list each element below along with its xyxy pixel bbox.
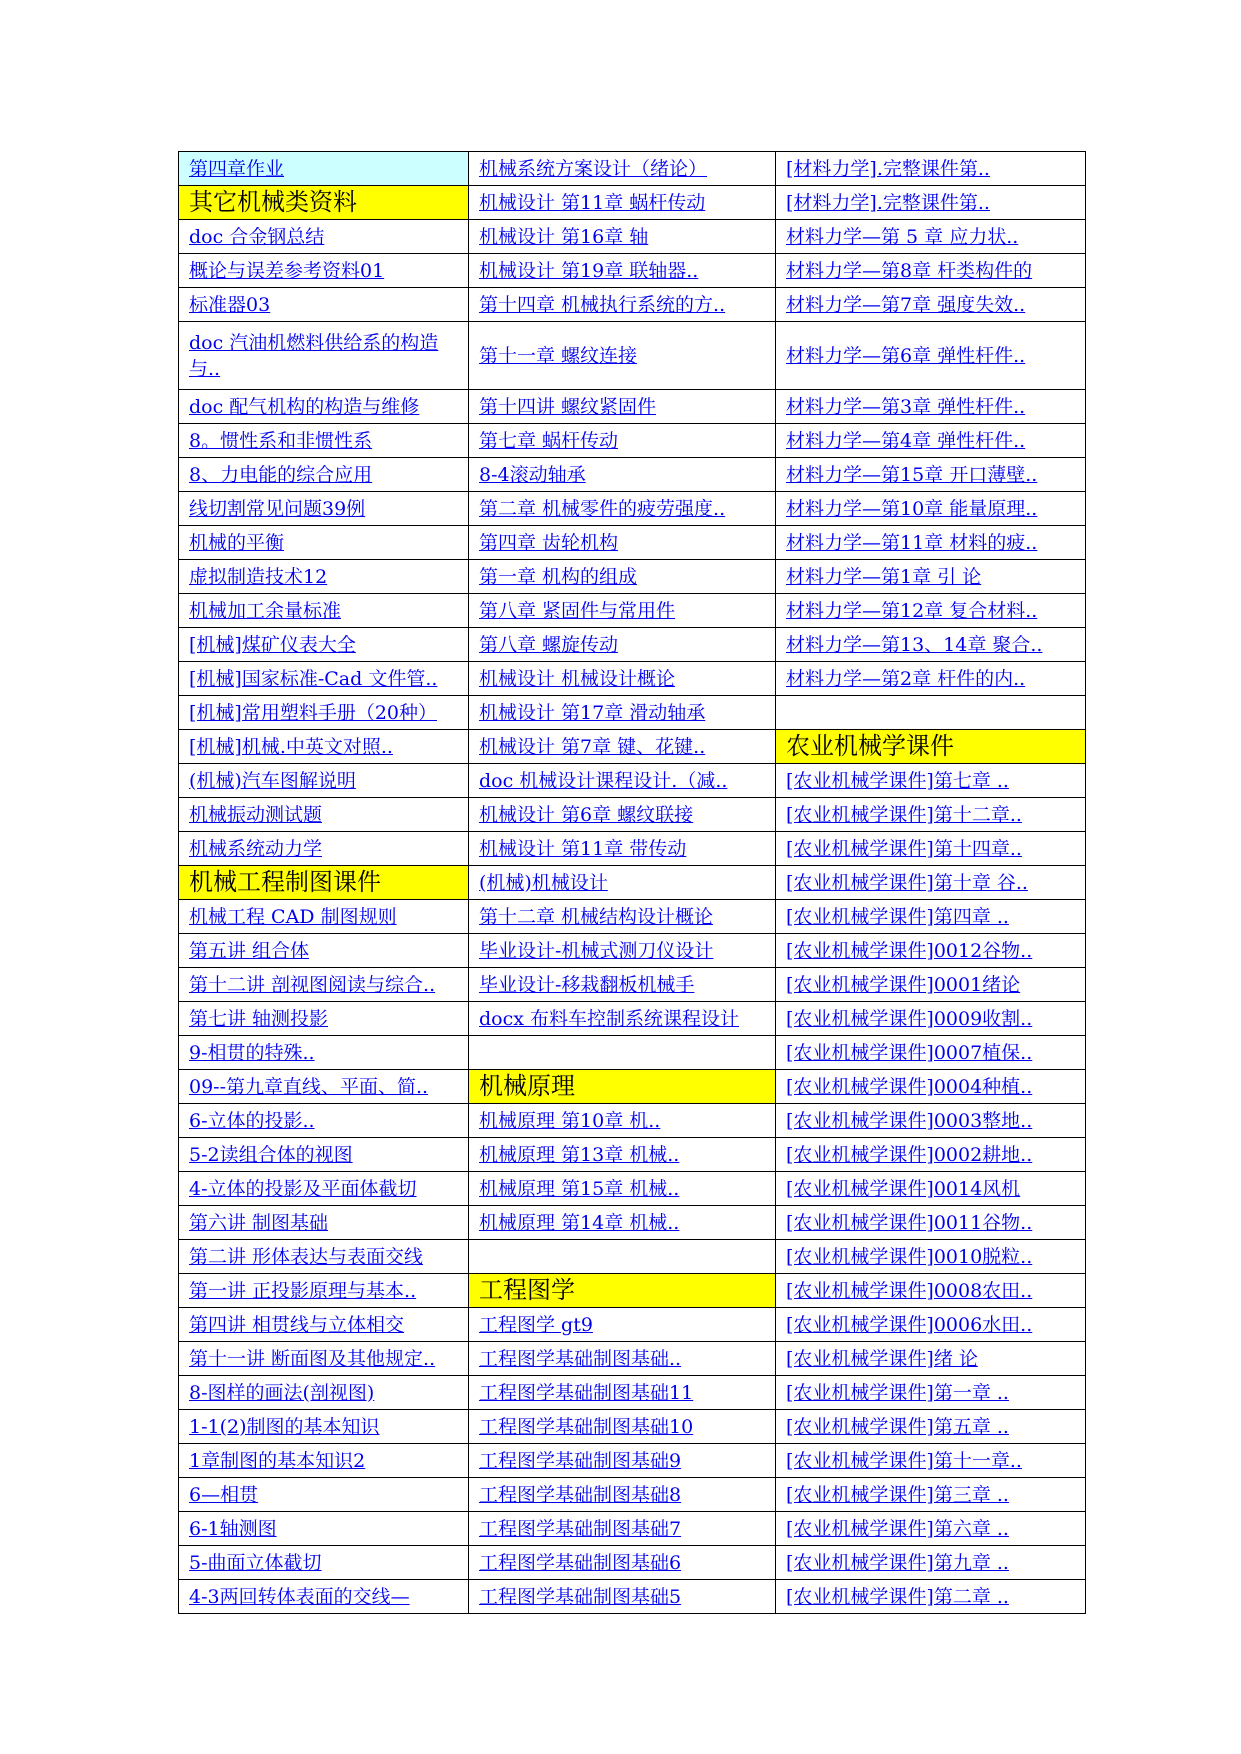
table-cell <box>179 832 469 866</box>
resource-link[interactable]: [农业机械学课件]第十二章.. <box>786 803 1022 826</box>
resource-link[interactable]: docx 布料车控制系统课程设计 <box>479 1007 739 1030</box>
table-cell <box>469 798 776 832</box>
resource-link[interactable]: [农业机械学课件]0009收割.. <box>786 1007 1033 1030</box>
table-row <box>179 1410 1086 1444</box>
resource-link[interactable]: 机械原理 第15章 机械.. <box>479 1177 680 1200</box>
resource-link[interactable]: [农业机械学课件]第二章 .. <box>786 1585 1009 1608</box>
resource-link[interactable]: 机械设计 第16章 轴 <box>479 225 649 248</box>
resource-link[interactable]: 第一章 机构的组成 <box>479 565 638 588</box>
table-cell <box>179 798 469 832</box>
resource-link[interactable]: 第八章 螺旋传动 <box>479 633 619 656</box>
table-row <box>179 968 1086 1002</box>
resource-link[interactable]: 材料力学—第2章 杆件的内.. <box>786 667 1026 690</box>
table-row <box>179 492 1086 526</box>
resource-link[interactable]: 材料力学—第7章 强度失效.. <box>786 293 1026 316</box>
resource-link[interactable]: 毕业设计-机械式测刀仪设计 <box>479 939 714 962</box>
table-cell <box>469 288 776 322</box>
resource-link[interactable]: 8。惯性系和非惯性系 <box>189 429 373 452</box>
resource-link[interactable]: 机械系统方案设计（绪论） <box>479 157 708 180</box>
resource-link[interactable]: [机械]煤矿仪表大全 <box>189 633 356 656</box>
table-row <box>179 186 1086 220</box>
table-cell <box>469 1104 776 1138</box>
table-row <box>179 832 1086 866</box>
table-cell <box>469 832 776 866</box>
table-cell <box>469 560 776 594</box>
table-cell <box>179 764 469 798</box>
table-cell <box>776 322 1086 390</box>
table-cell <box>469 322 776 390</box>
table-cell <box>776 832 1086 866</box>
resource-link[interactable]: [材料力学].完整课件第.. <box>786 191 990 214</box>
resource-link[interactable]: [农业机械学课件]第六章 .. <box>786 1517 1009 1540</box>
resource-link[interactable]: 4-立体的投影及平面体截切 <box>189 1177 417 1200</box>
table-cell <box>179 186 469 220</box>
table-row <box>179 628 1086 662</box>
table-cell <box>179 730 469 764</box>
table-cell <box>776 254 1086 288</box>
resource-link[interactable]: 机械设计 机械设计概论 <box>479 667 676 690</box>
resource-link[interactable]: [农业机械学课件]0014风机 <box>786 1177 1021 1200</box>
table-row <box>179 1002 1086 1036</box>
resource-link[interactable]: 6-立体的投影.. <box>189 1109 315 1132</box>
resource-link[interactable]: 5-2读组合体的视图 <box>189 1143 353 1166</box>
table-cell <box>776 288 1086 322</box>
table-cell <box>776 1308 1086 1342</box>
resource-link[interactable]: 机械设计 第17章 滑动轴承 <box>479 701 706 724</box>
table-cell <box>776 560 1086 594</box>
resource-link[interactable]: 材料力学—第8章 杆类构件的 <box>786 259 1033 282</box>
table-cell <box>469 458 776 492</box>
table-row <box>179 1138 1086 1172</box>
table-cell <box>776 1172 1086 1206</box>
table-row <box>179 1342 1086 1376</box>
resource-link[interactable]: 第二讲 形体表达与表面交线 <box>189 1245 424 1268</box>
resource-link[interactable]: 8-图样的画法(剖视图) <box>189 1381 375 1404</box>
resource-link[interactable]: [农业机械学课件]第一章 .. <box>786 1381 1009 1404</box>
section-heading: 其它机械类资料 <box>189 187 357 216</box>
table-row <box>179 1376 1086 1410</box>
table-row <box>179 254 1086 288</box>
table-cell <box>776 1070 1086 1104</box>
table-cell <box>776 220 1086 254</box>
table-cell <box>469 254 776 288</box>
table-cell <box>469 1546 776 1580</box>
table-cell <box>469 1138 776 1172</box>
table-cell <box>776 1240 1086 1274</box>
resource-link[interactable]: [机械]机械.中英文对照.. <box>189 735 393 758</box>
table-cell <box>776 1478 1086 1512</box>
resource-link[interactable]: 9-相贯的特殊.. <box>189 1041 315 1064</box>
resource-link[interactable]: 第五讲 组合体 <box>189 939 310 962</box>
table-row <box>179 934 1086 968</box>
resource-link[interactable]: 工程图学基础制图基础6 <box>479 1551 682 1574</box>
table-cell <box>469 866 776 900</box>
table-cell <box>179 1274 469 1308</box>
table-row <box>179 1546 1086 1580</box>
table-row <box>179 764 1086 798</box>
resource-link[interactable]: 工程图学基础制图基础7 <box>479 1517 682 1540</box>
table-cell <box>776 1444 1086 1478</box>
table-row <box>179 1444 1086 1478</box>
resource-link[interactable]: 第四讲 相贯线与立体相交 <box>189 1313 405 1336</box>
resource-link[interactable]: 材料力学—第12章 复合材料.. <box>786 599 1038 622</box>
resource-link[interactable]: 机械设计 第7章 键、花键.. <box>479 735 706 758</box>
resource-link[interactable]: 工程图学基础制图基础9 <box>479 1449 682 1472</box>
table-cell <box>179 1104 469 1138</box>
resource-link[interactable]: 线切割常见问题39例 <box>189 497 366 520</box>
resource-link[interactable]: 机械设计 第6章 螺纹联接 <box>479 803 694 826</box>
table-cell <box>179 1308 469 1342</box>
table-cell <box>179 1070 469 1104</box>
table-cell <box>776 1274 1086 1308</box>
resource-link[interactable]: 材料力学—第3章 弹性杆件.. <box>786 395 1026 418</box>
table-cell <box>469 1410 776 1444</box>
table-row <box>179 152 1086 186</box>
table-cell <box>179 866 469 900</box>
resource-link[interactable]: 机械设计 第11章 蜗杆传动 <box>479 191 706 214</box>
resource-link[interactable]: 工程图学基础制图基础8 <box>479 1483 682 1506</box>
table-row <box>179 322 1086 390</box>
resource-link[interactable]: 6-1轴测图 <box>189 1517 277 1540</box>
table-cell <box>179 458 469 492</box>
resource-link[interactable]: (机械)汽车图解说明 <box>189 769 356 792</box>
resource-link[interactable]: 第十四章 机械执行系统的方.. <box>479 293 726 316</box>
table-cell <box>776 186 1086 220</box>
resource-link[interactable]: 材料力学—第15章 开口薄壁.. <box>786 463 1038 486</box>
table-row <box>179 594 1086 628</box>
table-row <box>179 866 1086 900</box>
table-cell <box>469 1070 776 1104</box>
resource-link[interactable]: [农业机械学课件]绪 论 <box>786 1347 978 1370</box>
resource-link[interactable]: 机械原理 第14章 机械.. <box>479 1211 680 1234</box>
table-cell <box>469 1274 776 1308</box>
table-row <box>179 1172 1086 1206</box>
table-row <box>179 1070 1086 1104</box>
resource-link[interactable]: 材料力学—第6章 弹性杆件.. <box>786 344 1026 367</box>
resource-link[interactable]: 8、力电能的综合应用 <box>189 463 373 486</box>
table-cell <box>179 1138 469 1172</box>
table-cell <box>469 594 776 628</box>
table-cell <box>776 1002 1086 1036</box>
resource-link[interactable]: [农业机械学课件]第十四章.. <box>786 837 1022 860</box>
resource-link[interactable]: [农业机械学课件]0003整地.. <box>786 1109 1033 1132</box>
resource-link[interactable]: 第六讲 制图基础 <box>189 1211 329 1234</box>
table-row <box>179 1580 1086 1614</box>
resource-link[interactable]: 材料力学—第10章 能量原理.. <box>786 497 1038 520</box>
resource-link[interactable]: 1-1(2)制图的基本知识 <box>189 1415 380 1438</box>
table-cell <box>469 662 776 696</box>
table-row <box>179 458 1086 492</box>
resource-link[interactable]: [农业机械学课件]第九章 .. <box>786 1551 1009 1574</box>
table-cell <box>776 798 1086 832</box>
table-row <box>179 1206 1086 1240</box>
table-row <box>179 1104 1086 1138</box>
resource-link[interactable]: 6—相贯 <box>189 1483 259 1506</box>
section-heading: 工程图学 <box>479 1275 575 1304</box>
table-row <box>179 220 1086 254</box>
resource-link[interactable]: [农业机械学课件]第七章 .. <box>786 769 1009 792</box>
table-cell <box>469 186 776 220</box>
table-cell <box>179 322 469 390</box>
table-cell <box>776 458 1086 492</box>
table-cell <box>776 424 1086 458</box>
resource-link[interactable]: 工程图学基础制图基础.. <box>479 1347 682 1370</box>
resource-link[interactable]: (机械)机械设计 <box>479 871 608 894</box>
resource-link[interactable]: [农业机械学课件]0010脱粒.. <box>786 1245 1033 1268</box>
table-cell <box>469 424 776 458</box>
section-heading: 农业机械学课件 <box>786 731 954 760</box>
table-cell <box>179 1546 469 1580</box>
table-cell <box>776 730 1086 764</box>
resource-link[interactable]: 第十二章 机械结构设计概论 <box>479 905 714 928</box>
table-row <box>179 390 1086 424</box>
resource-link[interactable]: [农业机械学课件]第十一章.. <box>786 1449 1022 1472</box>
resource-link[interactable]: 第十四讲 螺纹紧固件 <box>479 395 657 418</box>
table-cell <box>179 1512 469 1546</box>
resource-link[interactable]: doc 汽油机燃料供给系的构造与.. <box>189 331 439 380</box>
resource-link[interactable]: 第十二讲 剖视图阅读与综合.. <box>189 973 436 996</box>
table-cell <box>776 1580 1086 1614</box>
table-cell <box>776 594 1086 628</box>
resource-link[interactable]: doc 配气机构的构造与维修 <box>189 395 420 418</box>
table-cell <box>469 1512 776 1546</box>
table-cell <box>469 1172 776 1206</box>
resource-link[interactable]: 毕业设计-移栽翻板机械手 <box>479 973 695 996</box>
table-cell <box>776 526 1086 560</box>
table-cell <box>179 1342 469 1376</box>
table-row <box>179 1036 1086 1070</box>
resource-link[interactable]: 1章制图的基本知识2 <box>189 1449 366 1472</box>
table-cell <box>776 1376 1086 1410</box>
table-row <box>179 662 1086 696</box>
table-cell <box>469 1206 776 1240</box>
table-cell <box>179 1478 469 1512</box>
resource-link[interactable]: 机械工程 CAD 制图规则 <box>189 905 397 928</box>
table-cell <box>469 220 776 254</box>
resource-link[interactable]: [农业机械学课件]0004种植.. <box>786 1075 1033 1098</box>
table-cell <box>776 1342 1086 1376</box>
resource-link[interactable]: 第四章作业 <box>189 157 285 180</box>
table-cell <box>469 934 776 968</box>
resource-link[interactable]: 机械原理 第13章 机械.. <box>479 1143 680 1166</box>
table-cell <box>179 594 469 628</box>
table-cell <box>776 1410 1086 1444</box>
table-row <box>179 1512 1086 1546</box>
resource-link[interactable]: 机械的平衡 <box>189 531 285 554</box>
table-cell <box>179 492 469 526</box>
table-cell <box>179 560 469 594</box>
resource-link[interactable]: 工程图学基础制图基础11 <box>479 1381 694 1404</box>
table-row <box>179 900 1086 934</box>
table-cell <box>179 152 469 186</box>
table-cell <box>179 662 469 696</box>
resource-link[interactable]: 材料力学—第 5 章 应力状.. <box>786 225 1019 248</box>
resource-link[interactable]: [农业机械学课件]第三章 .. <box>786 1483 1009 1506</box>
table-cell <box>179 1206 469 1240</box>
resource-link[interactable]: 第七章 蜗杆传动 <box>479 429 619 452</box>
resource-link[interactable]: 标准器03 <box>189 293 271 316</box>
resource-link[interactable]: [农业机械学课件]第四章 .. <box>786 905 1009 928</box>
table-row <box>179 696 1086 730</box>
table-cell <box>776 628 1086 662</box>
table-cell <box>776 1546 1086 1580</box>
table-cell <box>469 730 776 764</box>
resource-link[interactable]: 机械振动测试题 <box>189 803 323 826</box>
table-cell <box>469 696 776 730</box>
resource-link[interactable]: [农业机械学课件]0008农田.. <box>786 1279 1033 1302</box>
table-cell <box>179 288 469 322</box>
resource-link[interactable]: 工程图学基础制图基础5 <box>479 1585 682 1608</box>
table-cell <box>776 764 1086 798</box>
table-cell <box>179 390 469 424</box>
table-row <box>179 424 1086 458</box>
table-row <box>179 1274 1086 1308</box>
resource-link[interactable]: 工程图学 gt9 <box>479 1313 593 1336</box>
resource-link[interactable]: 材料力学—第13、14章 聚合.. <box>786 633 1043 656</box>
table-cell <box>776 152 1086 186</box>
table-row <box>179 1308 1086 1342</box>
resource-link[interactable]: doc 合金钢总结 <box>189 225 325 248</box>
table-cell <box>179 1580 469 1614</box>
table-cell <box>469 1342 776 1376</box>
table-cell <box>776 1512 1086 1546</box>
table-cell <box>776 866 1086 900</box>
table-row <box>179 1478 1086 1512</box>
table-cell <box>469 900 776 934</box>
table-cell <box>469 1002 776 1036</box>
resource-link[interactable]: [机械]常用塑料手册（20种） <box>189 701 438 724</box>
table-cell <box>179 1002 469 1036</box>
resource-link[interactable]: [农业机械学课件]0011谷物.. <box>786 1211 1033 1234</box>
resource-link[interactable]: 第十一讲 断面图及其他规定.. <box>189 1347 436 1370</box>
table-cell <box>469 1376 776 1410</box>
table-cell <box>469 390 776 424</box>
table-cell <box>469 1240 776 1274</box>
table-cell <box>776 1138 1086 1172</box>
resource-link[interactable]: 第一讲 正投影原理与基本.. <box>189 1279 417 1302</box>
resource-link[interactable]: 第四章 齿轮机构 <box>479 531 619 554</box>
table-cell <box>469 492 776 526</box>
resource-link[interactable]: 第七讲 轴测投影 <box>189 1007 329 1030</box>
resource-link[interactable]: 概论与误差参考资料01 <box>189 259 385 282</box>
table-cell <box>469 1308 776 1342</box>
table-cell <box>469 1036 776 1070</box>
table-row <box>179 730 1086 764</box>
table-cell <box>179 1410 469 1444</box>
resource-link[interactable]: 机械设计 第19章 联轴器.. <box>479 259 699 282</box>
table-cell <box>776 1206 1086 1240</box>
table-cell <box>776 1036 1086 1070</box>
resource-link[interactable]: 材料力学—第4章 弹性杆件.. <box>786 429 1026 452</box>
table-cell <box>469 628 776 662</box>
table-row <box>179 560 1086 594</box>
table-cell <box>179 696 469 730</box>
table-cell <box>179 900 469 934</box>
resource-link[interactable]: 机械原理 第10章 机.. <box>479 1109 661 1132</box>
table-cell <box>179 934 469 968</box>
resource-link[interactable]: [材料力学].完整课件第.. <box>786 157 990 180</box>
table-cell <box>469 764 776 798</box>
table-cell <box>179 968 469 1002</box>
resource-link[interactable]: [机械]国家标准-Cad 文件管.. <box>189 667 438 690</box>
table-cell <box>776 390 1086 424</box>
table-row <box>179 526 1086 560</box>
table-cell <box>179 1444 469 1478</box>
table-cell <box>776 900 1086 934</box>
resource-link[interactable]: 材料力学—第11章 材料的疲.. <box>786 531 1038 554</box>
table-cell <box>776 968 1086 1002</box>
table-cell <box>469 1580 776 1614</box>
table-cell <box>469 152 776 186</box>
table-cell <box>776 1104 1086 1138</box>
resource-link[interactable]: 机械设计 第11章 带传动 <box>479 837 687 860</box>
resource-link[interactable]: 虚拟制造技术12 <box>189 565 328 588</box>
resource-link[interactable]: 第八章 紧固件与常用件 <box>479 599 676 622</box>
table-cell <box>179 1376 469 1410</box>
table-cell <box>776 662 1086 696</box>
table-cell <box>469 1478 776 1512</box>
resource-link[interactable]: [农业机械学课件]第五章 .. <box>786 1415 1009 1438</box>
resource-link[interactable]: [农业机械学课件]0002耕地.. <box>786 1143 1033 1166</box>
table-cell <box>179 254 469 288</box>
resource-link[interactable]: [农业机械学课件]0007植保.. <box>786 1041 1033 1064</box>
resource-link[interactable]: 4-3两回转体表面的交线— <box>189 1585 410 1608</box>
table-cell <box>179 628 469 662</box>
resource-link[interactable]: 机械加工余量标准 <box>189 599 342 622</box>
resource-link[interactable]: [农业机械学课件]0012谷物.. <box>786 939 1033 962</box>
resource-link[interactable]: [农业机械学课件]第十章 谷.. <box>786 871 1028 894</box>
table-cell <box>469 526 776 560</box>
table-cell <box>179 424 469 458</box>
table-row <box>179 288 1086 322</box>
table-cell <box>179 1036 469 1070</box>
resource-link[interactable]: doc 机械设计课程设计.（减.. <box>479 769 728 792</box>
table-row <box>179 1240 1086 1274</box>
resource-link[interactable]: 第二章 机械零件的疲劳强度.. <box>479 497 726 520</box>
table-cell <box>179 1240 469 1274</box>
resource-link[interactable]: 机械系统动力学 <box>189 837 323 860</box>
resource-link[interactable]: 8-4滚动轴承 <box>479 463 586 486</box>
table-cell <box>469 968 776 1002</box>
resource-table-body <box>179 152 1086 1614</box>
resource-link[interactable]: 第十一章 螺纹连接 <box>479 344 638 367</box>
table-cell <box>179 1172 469 1206</box>
table-cell <box>469 1444 776 1478</box>
resource-link[interactable]: [农业机械学课件]0006水田.. <box>786 1313 1033 1336</box>
resource-link[interactable]: 5-曲面立体截切 <box>189 1551 322 1574</box>
table-cell <box>179 526 469 560</box>
table-cell <box>776 696 1086 730</box>
resource-link-table <box>178 151 1086 1614</box>
resource-link[interactable]: [农业机械学课件]0001绪论 <box>786 973 1021 996</box>
table-cell <box>179 220 469 254</box>
section-heading: 机械原理 <box>479 1071 575 1100</box>
section-heading: 机械工程制图课件 <box>189 867 381 896</box>
resource-link[interactable]: 材料力学—第1章 引 论 <box>786 565 982 588</box>
table-cell <box>776 492 1086 526</box>
resource-link[interactable]: 09--第九章直线、平面、简.. <box>189 1075 429 1098</box>
table-cell <box>776 934 1086 968</box>
table-row <box>179 798 1086 832</box>
resource-link[interactable]: 工程图学基础制图基础10 <box>479 1415 694 1438</box>
